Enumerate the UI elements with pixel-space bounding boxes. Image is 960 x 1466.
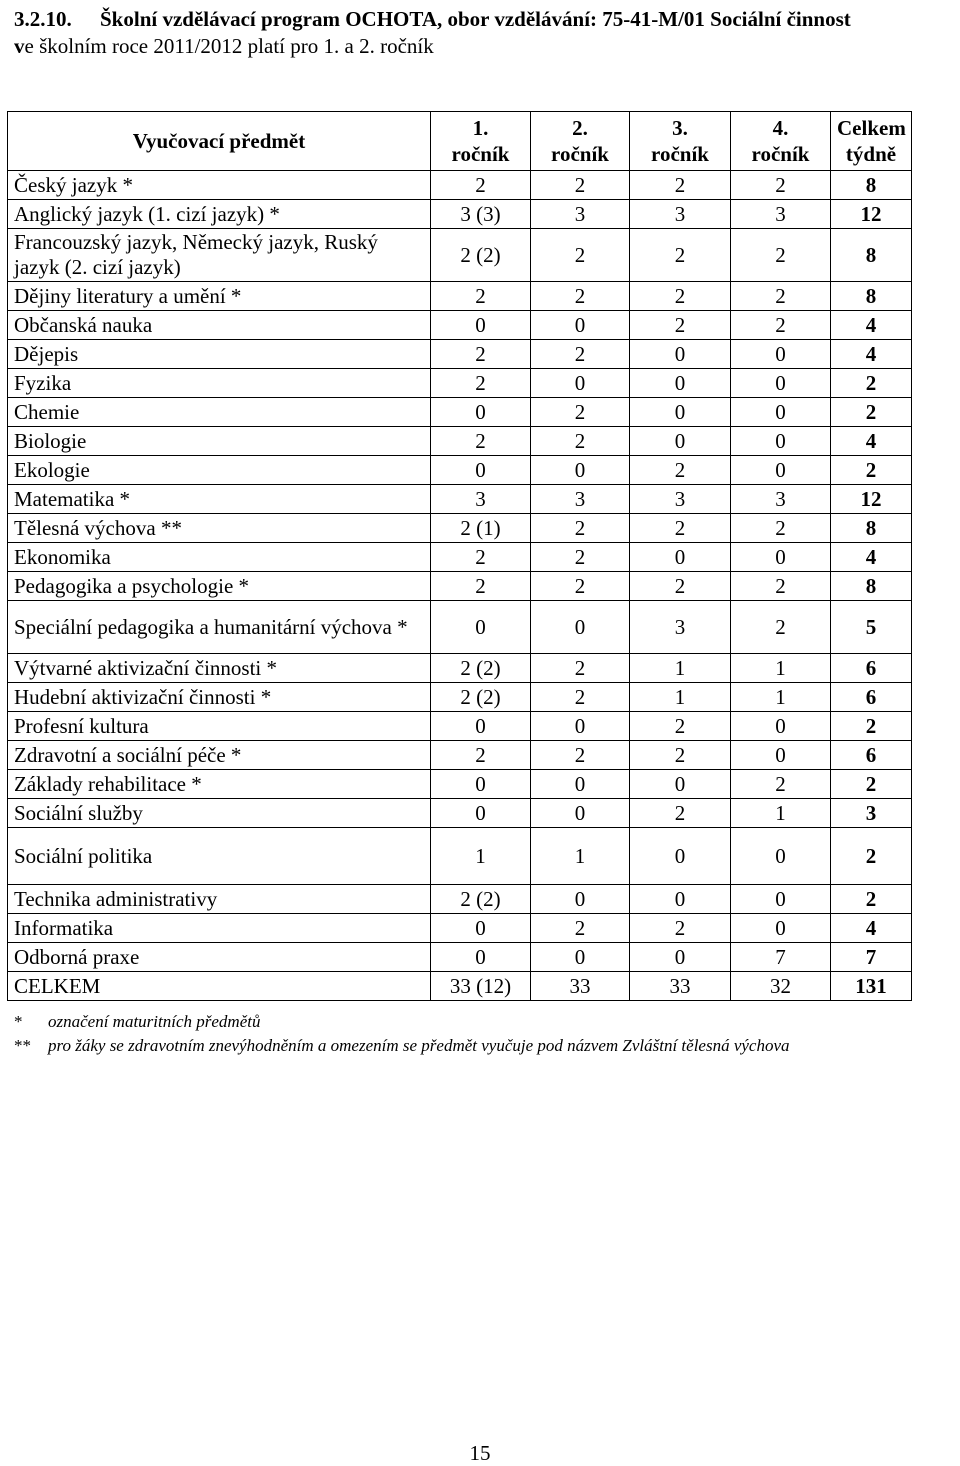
cell-year-2: 1 [531,828,630,885]
cell-year-1: 0 [431,799,531,828]
cell-year-4: 2 [731,171,831,200]
table-row [8,200,912,229]
cell-total: 6 [831,741,912,770]
cell-year-4: 2 [731,282,831,311]
table-row [8,340,912,369]
header-year-3: 3. ročník [630,112,731,171]
cell-year-3: 0 [630,427,731,456]
cell-year-1: 2 [431,543,531,572]
table-row-total [8,972,912,1001]
cell-year-1: 2 [431,171,531,200]
cell-year-2: 0 [531,369,630,398]
cell-total: 4 [831,427,912,456]
cell-year-4: 0 [731,369,831,398]
header-year-2: 2. ročník [531,112,630,171]
cell-year-3: 3 [630,601,731,654]
cell-total: 2 [831,369,912,398]
cell-year-2: 2 [531,229,630,282]
cell-year-4: 0 [731,340,831,369]
cell-year-3: 2 [630,514,731,543]
cell-year-1: 0 [431,770,531,799]
cell-total: 2 [831,770,912,799]
cell-year-4: 1 [731,683,831,712]
table-row [8,514,912,543]
cell-year-4: 0 [731,456,831,485]
cell-year-4: 2 [731,229,831,282]
cell-year-3: 2 [630,799,731,828]
cell-total: 2 [831,398,912,427]
cell-subject: Výtvarné aktivizační činnosti * [8,654,431,683]
cell-year-4: 3 [731,485,831,514]
cell-subject: Technika administrativy [8,885,431,914]
cell-year-2: 2 [531,683,630,712]
cell-subject: Hudební aktivizační činnosti * [8,683,431,712]
cell-subject: Informatika [8,914,431,943]
cell-year-2: 2 [531,543,630,572]
cell-year-3: 2 [630,171,731,200]
table-row [8,943,912,972]
cell-year-4: 0 [731,885,831,914]
footnote [14,1034,954,1058]
cell-year-1: 0 [431,398,531,427]
cell-year-4: 0 [731,828,831,885]
cell-subject: Francouzský jazyk, Německý jazyk, Ruský jazyk (2. cizí jazyk) [8,229,431,282]
cell-year-1: 1 [431,828,531,885]
cell-total: 4 [831,340,912,369]
footnotes [14,1010,954,1058]
footnote-mark: ** [14,1036,31,1055]
cell-year-1: 2 (2) [431,683,531,712]
cell-year-3: 1 [630,683,731,712]
table-row [8,171,912,200]
subtitle-rest: e školním roce 2011/2012 platí pro 1. a 2. ročník [24,34,434,58]
cell-year-4: 0 [731,712,831,741]
cell-total: 12 [831,485,912,514]
cell-subject: Sociální služby [8,799,431,828]
cell-total: 131 [831,972,912,1001]
cell-year-2: 2 [531,427,630,456]
cell-total: 2 [831,456,912,485]
cell-year-1: 0 [431,456,531,485]
cell-year-1: 3 [431,485,531,514]
cell-subject: Ekologie [8,456,431,485]
section-subtitle [14,33,944,60]
cell-total: 8 [831,171,912,200]
cell-year-4: 0 [731,914,831,943]
table-row [8,543,912,572]
cell-total: 5 [831,601,912,654]
cell-year-1: 2 [431,340,531,369]
subtitle-first-letter: v [14,34,25,58]
cell-total: 8 [831,572,912,601]
cell-subject: Anglický jazyk (1. cizí jazyk) * [8,200,431,229]
cell-subject: Občanská nauka [8,311,431,340]
cell-year-1: 0 [431,943,531,972]
cell-year-3: 2 [630,229,731,282]
cell-year-2: 2 [531,282,630,311]
cell-year-4: 0 [731,741,831,770]
cell-total: 4 [831,914,912,943]
section-title: Školní vzdělávací program OCHOTA, obor vzdělávání: 75-41-M/01 Sociální činnost [100,7,851,31]
cell-subject: Matematika * [8,485,431,514]
table-row [8,398,912,427]
cell-year-2: 0 [531,712,630,741]
cell-year-2: 2 [531,741,630,770]
cell-year-3: 0 [630,340,731,369]
table-row [8,311,912,340]
cell-subject: Odborná praxe [8,943,431,972]
cell-year-2: 2 [531,514,630,543]
cell-total: 2 [831,828,912,885]
cell-year-2: 0 [531,311,630,340]
cell-year-1: 2 (1) [431,514,531,543]
header-year-4: 4. ročník [731,112,831,171]
footnote [14,1010,954,1034]
cell-year-3: 0 [630,398,731,427]
cell-subject: Ekonomika [8,543,431,572]
cell-year-3: 1 [630,654,731,683]
table-row [8,885,912,914]
header-total: Celkem týdně [831,112,912,171]
table-row [8,799,912,828]
cell-year-4: 1 [731,799,831,828]
cell-subject: Dějiny literatury a umění * [8,282,431,311]
cell-year-2: 2 [531,572,630,601]
cell-year-4: 7 [731,943,831,972]
cell-year-3: 2 [630,572,731,601]
cell-year-4: 1 [731,654,831,683]
curriculum-table [7,111,912,1001]
cell-subject: Sociální politika [8,828,431,885]
table-row [8,654,912,683]
cell-year-3: 2 [630,282,731,311]
cell-year-3: 2 [630,456,731,485]
cell-year-1: 33 (12) [431,972,531,1001]
cell-total: 3 [831,799,912,828]
cell-subject: Biologie [8,427,431,456]
cell-total: 7 [831,943,912,972]
table-row [8,229,912,282]
cell-year-2: 3 [531,485,630,514]
cell-year-3: 2 [630,311,731,340]
cell-year-3: 0 [630,943,731,972]
cell-total: 8 [831,229,912,282]
table-row [8,427,912,456]
table-row [8,828,912,885]
cell-year-3: 0 [630,828,731,885]
cell-year-1: 2 [431,369,531,398]
cell-year-3: 2 [630,712,731,741]
cell-year-2: 0 [531,601,630,654]
cell-year-4: 2 [731,311,831,340]
table-row [8,741,912,770]
cell-year-3: 3 [630,485,731,514]
cell-year-4: 3 [731,200,831,229]
cell-year-3: 3 [630,200,731,229]
cell-year-2: 2 [531,398,630,427]
cell-year-2: 0 [531,799,630,828]
cell-year-2: 2 [531,914,630,943]
page-number: 15 [469,1441,491,1465]
cell-year-4: 0 [731,398,831,427]
cell-total: 4 [831,543,912,572]
cell-year-2: 2 [531,340,630,369]
cell-subject: Dějepis [8,340,431,369]
cell-year-3: 33 [630,972,731,1001]
cell-year-1: 2 (2) [431,885,531,914]
cell-year-2: 2 [531,171,630,200]
cell-year-1: 0 [431,311,531,340]
table-row [8,712,912,741]
footnote-mark: * [14,1012,23,1031]
cell-subject: Chemie [8,398,431,427]
cell-year-2: 0 [531,770,630,799]
table-row [8,683,912,712]
cell-total: 12 [831,200,912,229]
cell-year-1: 2 [431,427,531,456]
cell-year-2: 3 [531,200,630,229]
table-row [8,770,912,799]
table-row [8,456,912,485]
cell-subject: Český jazyk * [8,171,431,200]
cell-subject: Pedagogika a psychologie * [8,572,431,601]
table-row [8,282,912,311]
cell-subject: Základy rehabilitace * [8,770,431,799]
cell-year-1: 3 (3) [431,200,531,229]
cell-year-2: 2 [531,654,630,683]
table-row [8,369,912,398]
table-row [8,485,912,514]
cell-subject: Tělesná výchova ** [8,514,431,543]
cell-year-1: 2 (2) [431,229,531,282]
cell-total: 4 [831,311,912,340]
cell-year-1: 0 [431,712,531,741]
cell-year-3: 2 [630,741,731,770]
cell-subject: Zdravotní a sociální péče * [8,741,431,770]
cell-year-1: 2 [431,282,531,311]
table-row [8,914,912,943]
cell-year-2: 0 [531,885,630,914]
cell-year-4: 2 [731,514,831,543]
cell-year-4: 0 [731,543,831,572]
cell-subject: Profesní kultura [8,712,431,741]
cell-year-3: 0 [630,543,731,572]
cell-year-2: 0 [531,456,630,485]
cell-year-3: 0 [630,369,731,398]
cell-year-4: 32 [731,972,831,1001]
table-row [8,601,912,654]
section-number: 3.2.10. [14,7,72,31]
table-row [8,572,912,601]
cell-total: 6 [831,683,912,712]
cell-year-2: 33 [531,972,630,1001]
cell-year-1: 2 [431,741,531,770]
footnote-text: pro žáky se zdravotním znevýhodněním a omezením se předmět vyučuje pod názvem Zvláštní tělesná výchova [48,1036,790,1055]
cell-total: 8 [831,282,912,311]
cell-year-1: 2 [431,572,531,601]
cell-year-1: 0 [431,914,531,943]
cell-year-4: 2 [731,572,831,601]
cell-year-3: 2 [630,914,731,943]
cell-year-4: 0 [731,427,831,456]
header-year-1: 1. ročník [431,112,531,171]
cell-year-4: 2 [731,601,831,654]
header-subject: Vyučovací předmět [8,112,431,171]
cell-year-3: 0 [630,885,731,914]
cell-year-3: 0 [630,770,731,799]
cell-subject: Speciální pedagogika a humanitární výchova * [8,601,431,654]
cell-year-4: 2 [731,770,831,799]
table-header-row [8,112,912,171]
cell-year-2: 0 [531,943,630,972]
cell-total: 8 [831,514,912,543]
cell-total: 6 [831,654,912,683]
section-heading [14,6,944,60]
cell-subject: CELKEM [8,972,431,1001]
footnote-text: označení maturitních předmětů [48,1012,261,1031]
cell-total: 2 [831,712,912,741]
cell-total: 2 [831,885,912,914]
cell-subject: Fyzika [8,369,431,398]
cell-year-1: 2 (2) [431,654,531,683]
cell-year-1: 0 [431,601,531,654]
